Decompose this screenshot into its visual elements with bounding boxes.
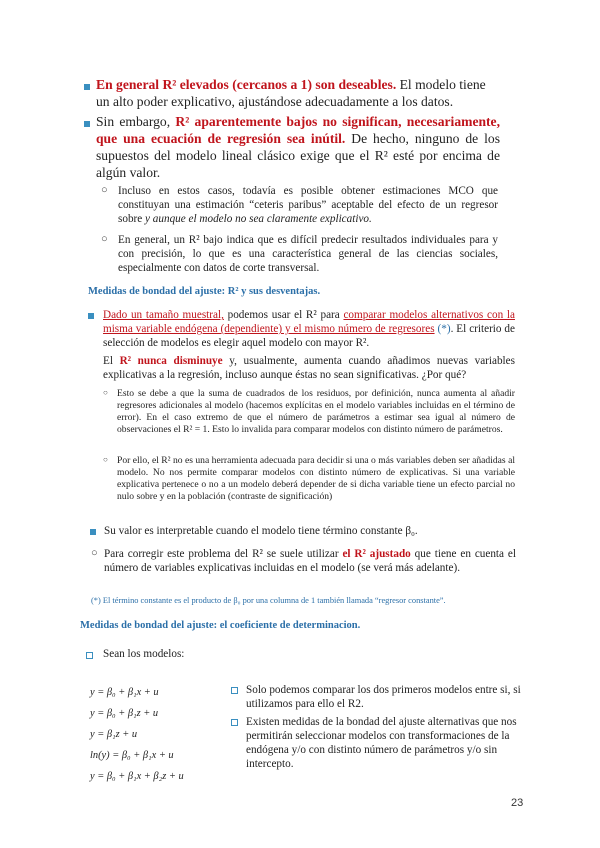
footnote: (*) El término constante es el producto de β₀ por una columna de 1 también llamada “regresor constante”. [91, 596, 446, 605]
r2-low-lead: Sin embargo, [96, 114, 176, 129]
never-decreases-emphasis: R² nunca disminuye [119, 355, 223, 367]
never-decreases-text: y, usualmente, aumenta cuando añadimos nuevas variables explicativas a la regresión, incluso aunque éstas no sean significativas. ¿Por qué? [103, 355, 515, 381]
paragraph-r2-low [96, 113, 500, 181]
adjusted-r2-text: que tiene en cuenta el número de variables explicativas incluidas en el modelo (se verá más adelante). [104, 548, 516, 574]
paragraph-r2-never-decreases [103, 354, 515, 382]
equation-1: y = β₀ + β₁x + u [90, 687, 159, 698]
r2-high-text: El modelo tiene un alto poder explicativo, ajustándose adecuadamente a los datos. [96, 77, 486, 109]
footnote-ref[interactable]: (*) [434, 323, 451, 335]
checkbox-bullet-icon [231, 687, 238, 694]
subparagraph-not-adequate: Por ello, el R² no es una herramienta adecuada para decidir si una o más variables deben ser añadidas al modelo. No nos permite comparar modelos con distinto número de explicativas. Si una variable explicativa pertenece o no a un modelo deberá depender de si dicha variable tiene un efecto parcial no nulo sobre y en la población (contraste de significación) [117, 455, 515, 502]
subparagraph-ceteris-paribus [118, 184, 498, 226]
right-note-alternatives: Existen medidas de la bondad del ajuste alternativas que nos permitirán seleccionar modelos con transformaciones de la endógena y/o con distinto número de parámetros y/o sin intercepto. [246, 716, 517, 770]
checkbox-bullet-icon [86, 652, 93, 659]
paragraph-compare-models [103, 308, 515, 350]
models-intro: Sean los modelos: [103, 648, 185, 660]
compare-models-underlined: comparar modelos alternativos con la misma variable endógena (dependiente) y el mismo número de regresores [103, 309, 515, 335]
selection-criterion-text: . El criterio de selección de modelos es elegir aquel modelo con mayor R². [103, 323, 515, 349]
never-decreases-lead: El [103, 355, 120, 367]
equation-5: y = β₀ + β₁x + β₂z + u [90, 771, 184, 782]
equation-3: y = β₁z + u [90, 729, 138, 740]
sample-size-underlined: Dado un tamaño muestral, [103, 309, 224, 321]
r2-low-text: De hecho, ninguno de los supuestos del modelo lineal clásico exige que el R² esté por encima de algún valor. [96, 131, 501, 180]
r2-low-emphasis: R² aparentemente bajos no significan, necesariamente, que una ecuación de regresión sea inútil. [96, 114, 500, 146]
bullet-square-icon [88, 313, 94, 319]
equation-2: y = β₀ + β₁z + u [90, 708, 159, 719]
adjusted-r2-lead: Para corregir este problema del R² se suele utilizar [104, 548, 343, 560]
checkbox-bullet-icon [231, 719, 238, 726]
subparagraph-low-r2-prediction: En general, un R² bajo indica que es difícil predecir resultados individuales para y con precisión, lo que es una característica general de las ciencias sociales, especialmente con datos de corte transversal. [118, 234, 498, 274]
r2-high-emphasis: En general R² elevados (cercanos a 1) son deseables. [96, 77, 397, 92]
bullet-circle-icon: ○ [101, 184, 108, 196]
compare-text: podemos usar el R² para [223, 309, 344, 321]
bullet-square-icon [84, 84, 90, 90]
equation-4: ln(y) = β₀ + β₁x + u [90, 750, 174, 761]
bullet-circle-icon: ○ [103, 455, 108, 464]
page-number: 23 [511, 797, 524, 809]
sample-size-text [103, 309, 224, 321]
ceteris-italic: y aunque el modelo no sea claramente explicativo. [145, 213, 372, 225]
bullet-square-icon [90, 529, 96, 535]
paragraph-adjusted-r2 [104, 547, 516, 575]
subparagraph-residuals: Esto se debe a que la suma de cuadrados de los residuos, por definición, nunca aumenta al añadir regresores adicionales al modelo (hacemos explícitas en el modelo variables incluidas en el término de error). En el caso extremo de que el número de parámetros a estimar sea igual al número de observaciones el R² = 1. Esto lo invalida para comparar modelos con distinto número de parámetros. [117, 388, 515, 435]
bullet-circle-icon: ○ [91, 547, 98, 559]
bullet-circle-icon: ○ [101, 233, 108, 245]
section-heading-coef-determination: Medidas de bondad del ajuste: el coeficiente de determinacion. [80, 620, 361, 631]
paragraph-r2-high [96, 76, 500, 110]
paragraph-interpretable: Su valor es interpretable cuando el modelo tiene término constante β₀. [104, 525, 418, 537]
section-heading-r2-disadvantages: Medidas de bondad del ajuste: R² y sus desventajas. [88, 286, 321, 297]
right-note-compare: Solo podemos comparar los dos primeros modelos entre si, si utilizamos para ello el R2. [246, 684, 521, 710]
bullet-square-icon [84, 121, 90, 127]
ceteris-text: Incluso en estos casos, todavía es posible obtener estimaciones MCO que constituyan una estimación “ceteris paribus” aceptable del efecto de un regresor sobre [118, 185, 498, 225]
bullet-circle-icon: ○ [103, 388, 108, 397]
adjusted-r2-emphasis: el R² ajustado [342, 548, 411, 560]
